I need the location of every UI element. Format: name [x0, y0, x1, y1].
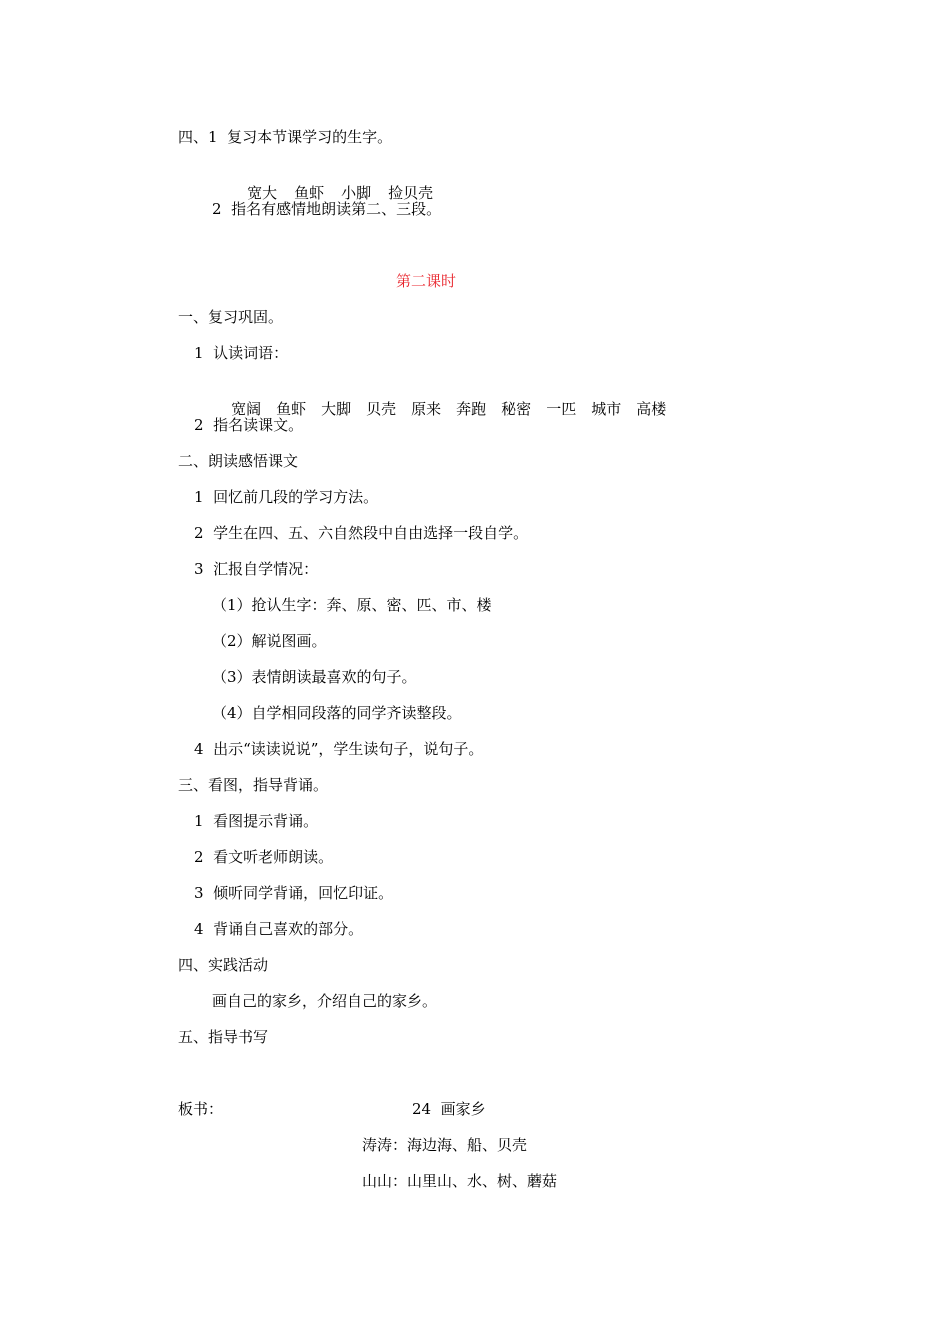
section-2-sub-4: （4）自学相同段落的同学齐读整段。 [212, 704, 462, 722]
section-1-title: 一、复习巩固。 [178, 308, 284, 326]
word: 鱼虾 [276, 400, 307, 418]
section-2-item-2: 2 学生在四、五、六自然段中自由选择一段自学。 [194, 524, 529, 542]
section-1-item-2: 2 指名读课文。 [194, 416, 304, 434]
section-2-item-1: 1 回忆前几段的学习方法。 [194, 488, 379, 506]
word: 大脚 [321, 400, 352, 418]
board-line-1: 涛涛：海边海、船、贝壳 [362, 1136, 528, 1154]
word: 鱼虾 [294, 184, 325, 202]
word: 宽阔 [231, 400, 262, 418]
section-2-item-4: 4 出示“读读说说”，学生读句子，说句子。 [194, 740, 484, 758]
section-2-sub-3: （3）表情朗读最喜欢的句子。 [212, 668, 417, 686]
word: 秘密 [501, 400, 532, 418]
word: 捡贝壳 [388, 184, 434, 202]
word: 小脚 [341, 184, 372, 202]
word: 宽大 [247, 184, 278, 202]
section-4-item-1: 画自己的家乡，介绍自己的家乡。 [212, 992, 438, 1010]
board-label: 板书： [178, 1100, 224, 1118]
review-line: 四、1 复习本节课学习的生字。 [178, 128, 393, 146]
word: 一匹 [546, 400, 577, 418]
section-3-item-2: 2 看文听老师朗读。 [194, 848, 334, 866]
section-3-item-4: 4 背诵自己喜欢的部分。 [194, 920, 364, 938]
reading-line: 2 指名有感情地朗读第二、三段。 [212, 200, 442, 218]
board-title: 24 画家乡 [412, 1100, 486, 1118]
section-5-title: 五、指导书写 [178, 1028, 269, 1046]
section-1-item-1: 1 认读词语： [194, 344, 289, 362]
section-2-sub-2: （2）解说图画。 [212, 632, 327, 650]
word: 城市 [591, 400, 622, 418]
section-2-sub-1: （1）抢认生字：奔、原、密、匹、市、楼 [212, 596, 492, 614]
section-2-item-3: 3 汇报自学情况： [194, 560, 319, 578]
section-3-item-3: 3 倾听同学背诵，回忆印证。 [194, 884, 394, 902]
section-2-title: 二、朗读感悟课文 [178, 452, 299, 470]
word: 贝壳 [366, 400, 397, 418]
word: 原来 [411, 400, 442, 418]
word: 高楼 [636, 400, 667, 418]
board-line-2: 山山：山里山、水、树、蘑菇 [362, 1172, 558, 1190]
lesson-heading: 第二课时 [396, 272, 457, 290]
section-3-item-1: 1 看图提示背诵。 [194, 812, 319, 830]
word: 奔跑 [456, 400, 487, 418]
section-3-title: 三、看图，指导背诵。 [178, 776, 329, 794]
section-4-title: 四、实践活动 [178, 956, 269, 974]
